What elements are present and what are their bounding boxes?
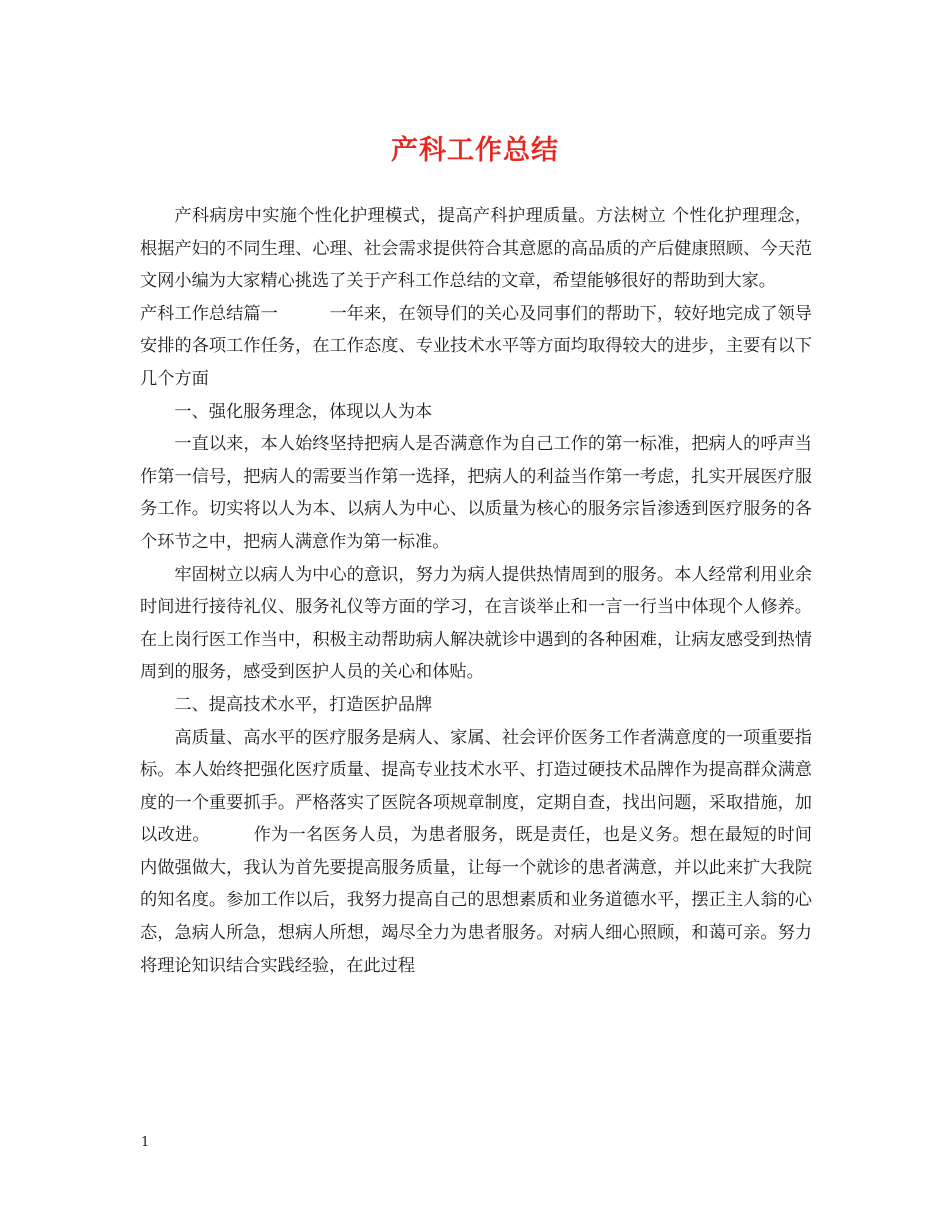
- paragraph-quality-service: 高质量、高水平的医疗服务是病人、家属、社会评价医务工作者满意度的一项重要指标。本人始终把强化医疗质量、提高专业技术水平、打造过硬技术品牌作为提高群众满意度的一个重要抓手。严格落实了医院各项规章制度，定期自查，找出问题，采取措施，加以改进。 作为一名医务人员，为患者服务，既是责任，也是义务。想在最短的时间内做强做大，我认为首先要提高服务质量，让每一个就诊的患者满意，并以此来扩大我院的知名度。参加工作以后，我努力提高自己的思想素质和业务道德水平，摆正主人翁的心态，急病人所急，想病人所想，竭尽全力为患者服务。对病人细心照顾，和蔼可亲。努力将理论知识结合实践经验，在此过程: [140, 727, 812, 976]
- document-body: [140, 200, 812, 982]
- paragraph-patient-satisfaction: 一直以来，本人始终坚持把病人是否满意作为自己工作的第一标准，把病人的呼声当作第一信号，把病人的需要当作第一选择，把病人的利益当作第一考虑，扎实开展医疗服务工作。切实将以人为本、以病人为中心、以质量为核心的服务宗旨渗透到医疗服务的各个环节之中，把病人满意作为第一标准。: [140, 434, 812, 552]
- paragraph-patient-centered: 牢固树立以病人为中心的意识，努力为病人提供热情周到的服务。本人经常利用业余时间进行接待礼仪、服务礼仪等方面的学习，在言谈举止和一言一行当中体现个人修养。在上岗行医工作当中，积极主动帮助病人解决就诊中遇到的各种困难，让病友感受到热情周到的服务，感受到医护人员的关心和体贴。: [140, 564, 812, 683]
- page-number: 1: [141, 1135, 150, 1150]
- heading-technical-level: 二、提高技术水平，打造医护品牌: [174, 694, 433, 715]
- paragraph-section-one-opening: 产科工作总结篇一 一年来，在领导们的关心及同事们的帮助下，较好地完成了领导安排的各项工作任务，在工作态度、专业技术水平等方面均取得较大的进步，主要有以下几个方面: [140, 303, 812, 389]
- paragraph-intro: 产科病房中实施个性化护理模式，提高产科护理质量。方法树立 个性化护理理念，根据产妇的不同生理、心理、社会需求提供符合其意愿的高品质的产后健康照顾、今天范文网小编为大家精心挑选了关于产科工作总结的文章，希望能够很好的帮助到大家。: [140, 206, 812, 292]
- document-title: 产科工作总结: [391, 135, 559, 166]
- heading-service-concept: 一、强化服务理念，体现以人为本: [174, 401, 433, 422]
